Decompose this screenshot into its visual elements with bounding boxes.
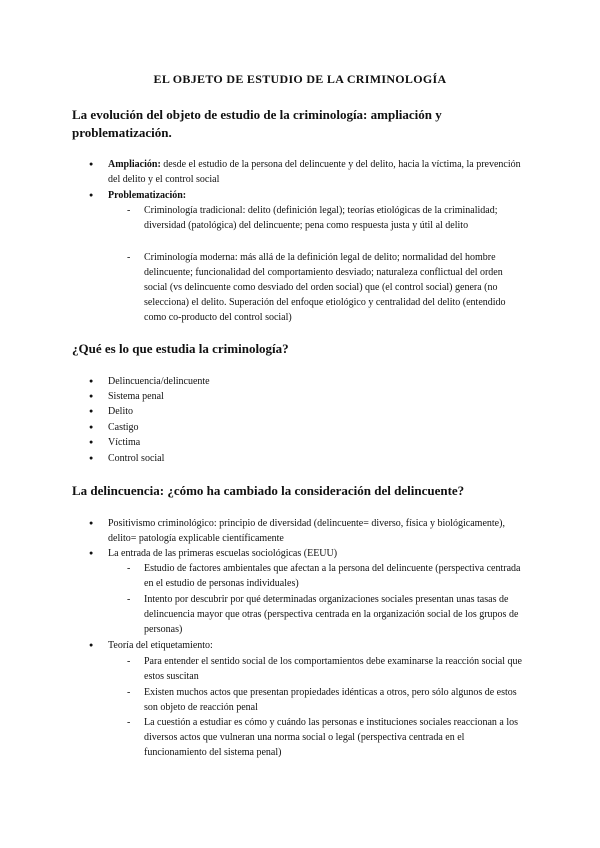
list-item: ● Castigo [108, 420, 528, 435]
problematizacion-label: Problematización: [108, 190, 187, 201]
sub-item-factores-ambientales: - Estudio de factores ambientales que afectan a la persona del delincuente (perspectiva centrada en el estudio de personas individuales) [144, 561, 528, 591]
ampliacion-text: desde el estudio de la persona del delincuente y del delito, hacia la víctima, la prevención del delito y el control social [108, 159, 521, 185]
section-heading-evolucion: La evolución del objeto de estudio de la criminología: ampliación y problematización. [72, 107, 442, 140]
list-item-ampliacion [108, 157, 528, 187]
sub-item-cuestion-estudiar: - La cuestión a estudiar es cómo y cuándo las personas e instituciones sociales reaccionan a los diversos actos que vulneran una norma social o legal (perspectiva centrada en el funcionamiento del sistema penal) [144, 715, 528, 760]
ampliacion-label: Ampliación: [108, 159, 161, 170]
sub-item-reaccion-social: - Para entender el sentido social de los comportamientos debe examinarse la reacción social que estos suscitan [144, 654, 528, 684]
list-item-etiquetamiento: ● Teoría del etiquetamiento: [108, 638, 528, 653]
sub-item-tasas-delincuencia: - Intento por descubrir por qué determinadas organizaciones sociales presentan unas tasas de delincuencia mayor que otras (perspectiva centrada en la organización social de los grupos de personas) [144, 592, 528, 637]
sub-item-criminologia-tradicional: - Criminología tradicional: delito (definición legal); teorías etiológicas de la criminalidad; diversidad (patológica) del delincuente; pena como respuesta justa y útil al delito [144, 203, 528, 233]
sub-item-actos-identicos: - Existen muchos actos que presentan propiedades idénticas a otros, pero sólo algunos de estos son objeto de reacción penal [144, 685, 528, 715]
section-heading-que-estudia: ¿Qué es lo que estudia la criminología? [72, 341, 289, 356]
list-item-problematizacion [108, 188, 528, 203]
list-item: ● Víctima [108, 435, 528, 450]
section-heading-delincuencia: La delincuencia: ¿cómo ha cambiado la consideración del delincuente? [72, 483, 465, 498]
page-title: EL OBJETO DE ESTUDIO DE LA CRIMINOLOGÍA [153, 72, 447, 86]
list-item-escuelas-sociologicas: ● La entrada de las primeras escuelas sociológicas (EEUU) [108, 546, 528, 561]
list-item-positivismo: ● Positivismo criminológico: principio de diversidad (delincuente= diverso, física y biológicamente), delito= patología explicable científicamente [108, 516, 528, 546]
list-item: ● Control social [108, 451, 528, 466]
sub-item-criminologia-moderna: - Criminología moderna: más allá de la definición legal de delito; normalidad del hombre delincuente; funcionalidad del comportamiento desviado; naturaleza conflictual del orden social (vs delincuente como desviado del orden social) que (el control social) genera (no selecciona) el delito. Superación del enfoque etiológico y centralidad del delito (entendido como co-producto del control social) [144, 250, 528, 325]
list-item: ● Delincuencia/delincuente [108, 374, 528, 389]
list-item: ● Sistema penal [108, 389, 528, 404]
list-item: ● Delito [108, 404, 528, 419]
